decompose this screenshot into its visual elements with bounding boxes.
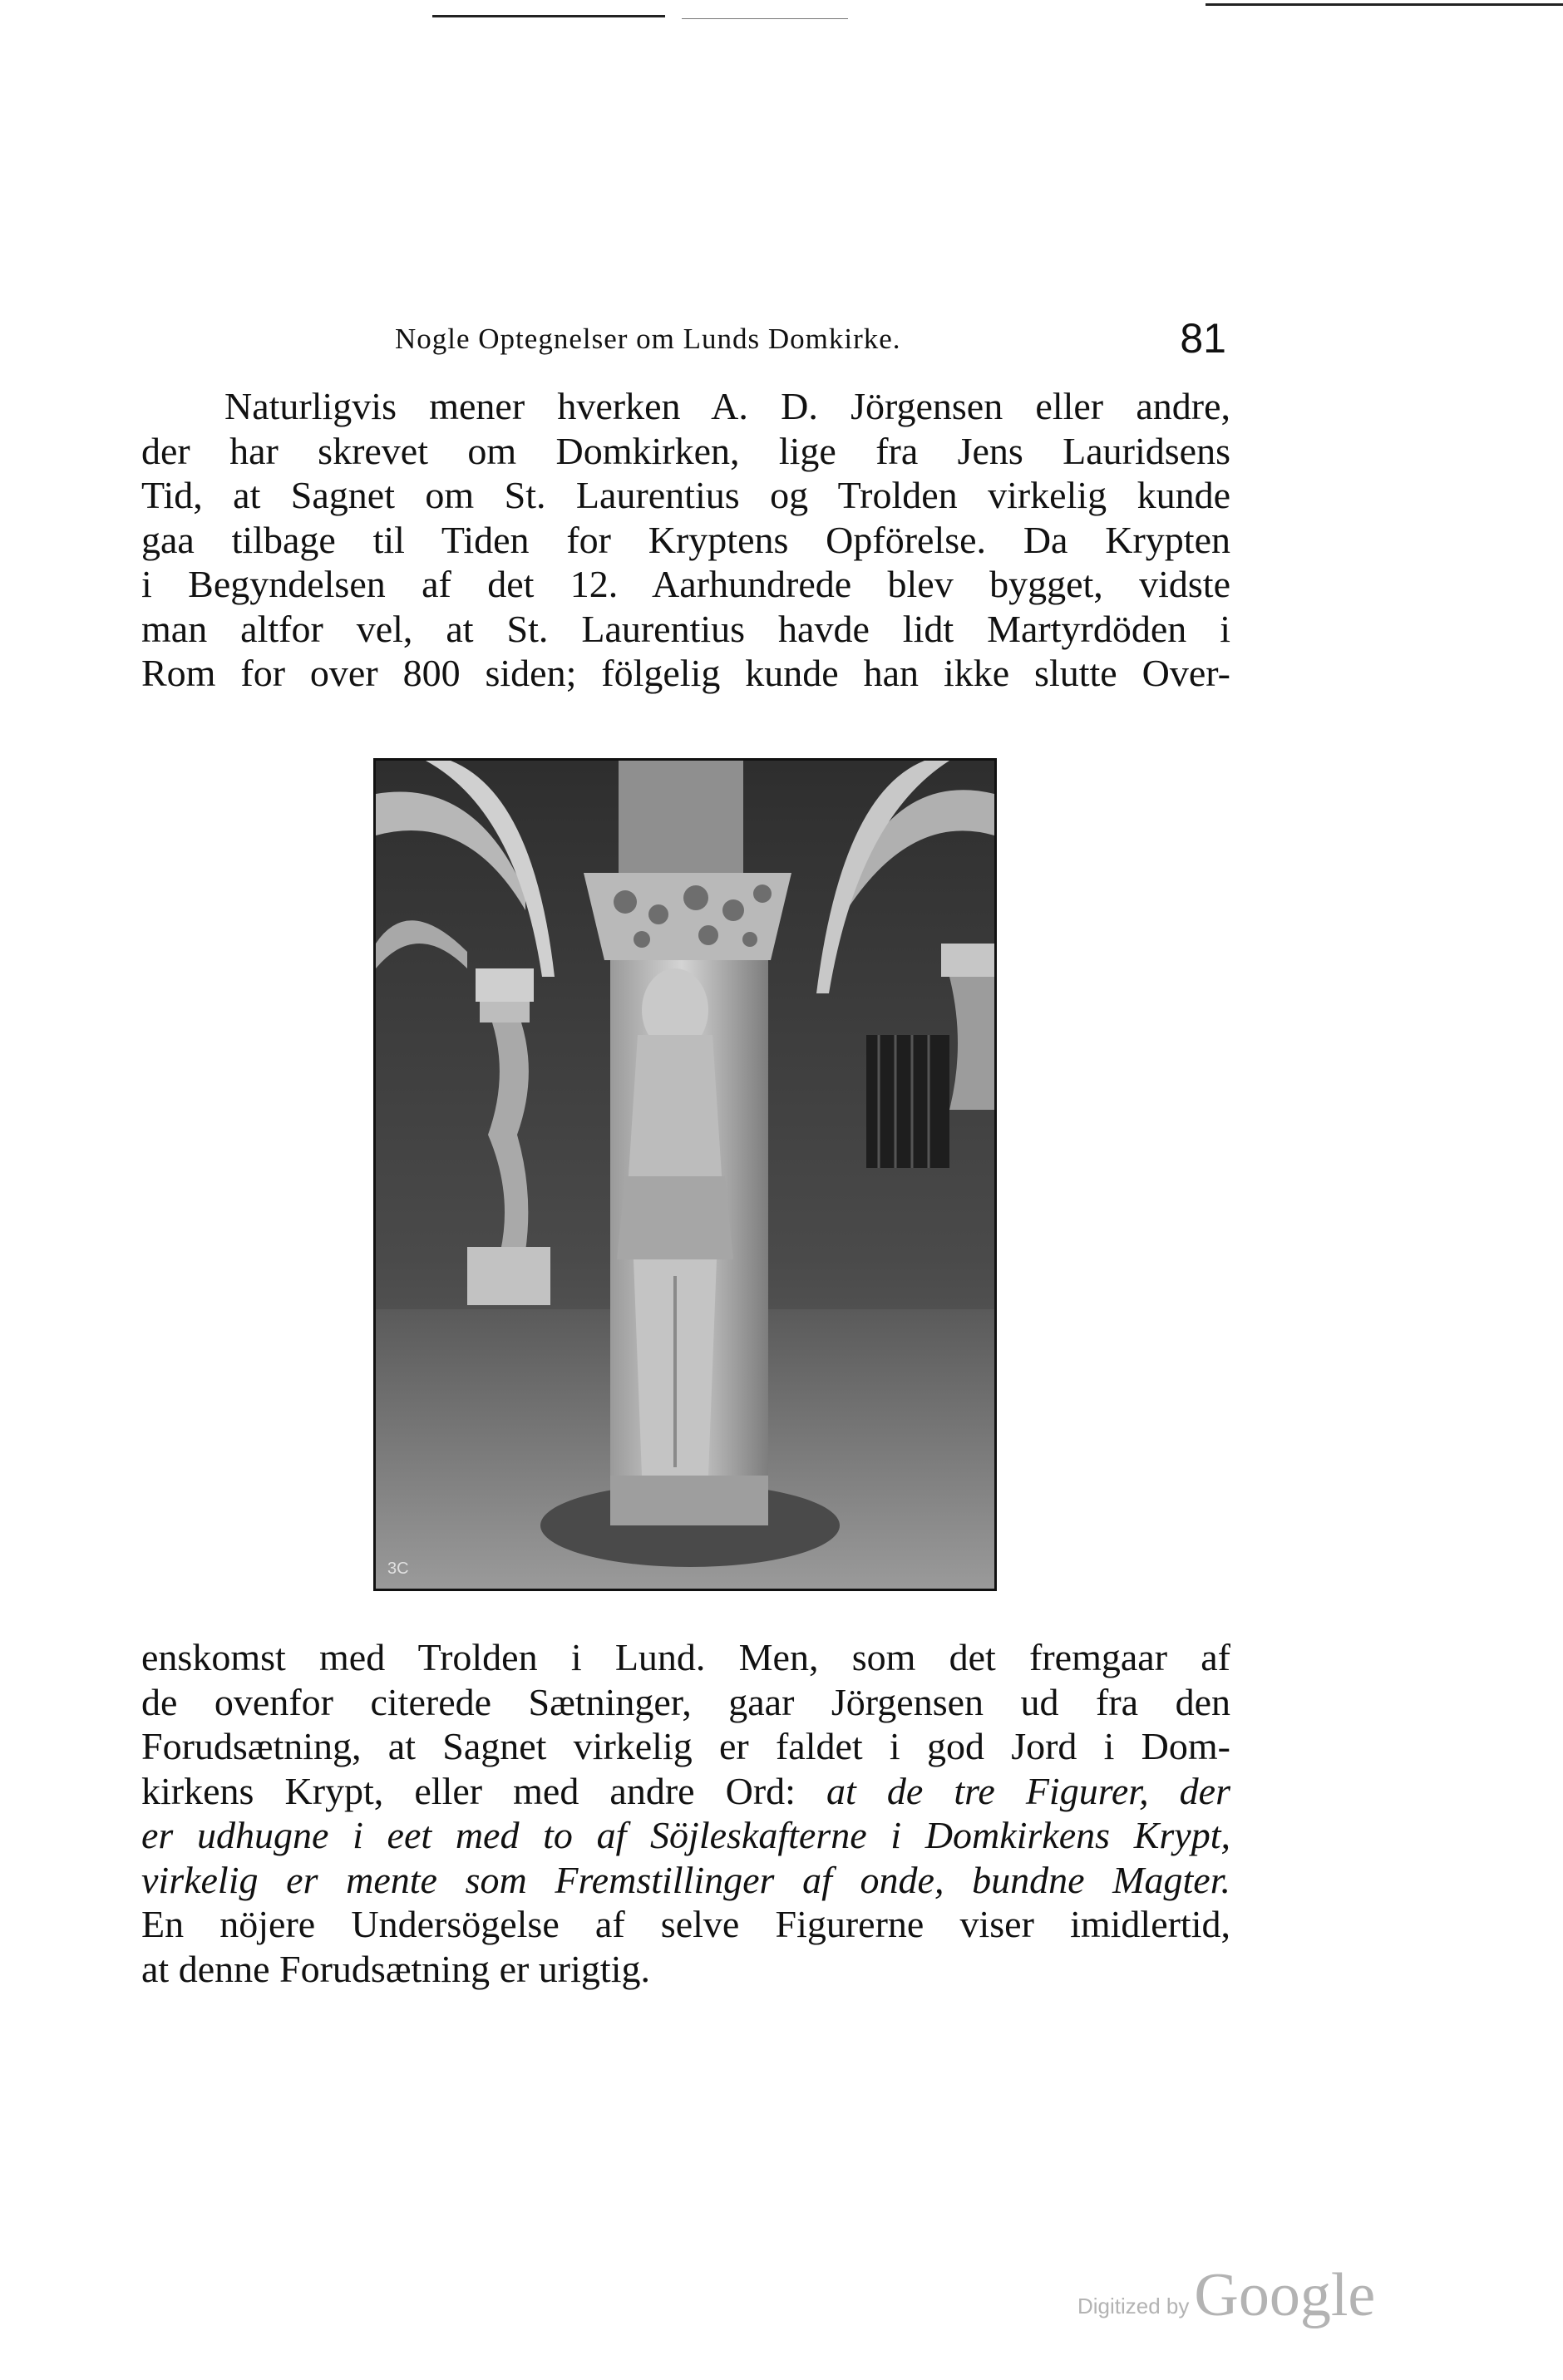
scan-edge-line-middle — [682, 18, 848, 19]
digitized-by-google-watermark — [1077, 2261, 1376, 2329]
paragraph-2 — [141, 1635, 1230, 1991]
text-span: kirkens Krypt, eller med andre Ord: — [141, 1769, 827, 1812]
scan-edge-line-right — [1206, 3, 1563, 6]
text-line-mixed — [141, 1769, 1230, 1814]
text-line: gaa tilbage til Tiden for Kryptens Opförelse. Da Krypten — [141, 518, 1230, 561]
crypt-column-photograph — [373, 758, 997, 1591]
paragraph-1 — [141, 384, 1230, 696]
photo-corner-mark: 3C — [387, 1560, 409, 1578]
page-number: 81 — [1180, 315, 1226, 362]
text-line: at denne Forudsætning er urigtig. — [141, 1947, 650, 1990]
text-line: Naturligvis mener hverken A. D. Jörgensen eller andre, — [224, 385, 1230, 427]
watermark-prefix: Digitized by — [1077, 2294, 1190, 2318]
text-line-italic: virkelig er mente som Fremstillinger af onde, bundne Magter. — [141, 1858, 1230, 1901]
text-line: Forudsætning, at Sagnet virkelig er faldet i god Jord i Dom- — [141, 1725, 1230, 1767]
google-logo-text: Google — [1194, 2261, 1376, 2329]
text-line: der har skrevet om Domkirken, lige fra Jens Lauridsens — [141, 429, 1230, 472]
text-line: En nöjere Undersögelse af selve Figurerne viser imidlertid, — [141, 1903, 1230, 1945]
page-header — [145, 314, 1226, 364]
running-title: Nogle Optegnelser om Lunds Domkirke. — [395, 323, 901, 355]
text-line-italic: er udhugne i eet med to af Söjleskafterne i Domkirkens Krypt, — [141, 1814, 1230, 1856]
text-line: Tid, at Sagnet om St. Laurentius og Trolden virkelig kunde — [141, 474, 1230, 516]
text-line: man altfor vel, at St. Laurentius havde lidt Martyrdöden i — [141, 607, 1230, 650]
text-line: enskomst med Trolden i Lund. Men, som det fremgaar af — [141, 1636, 1230, 1678]
scan-edge-line-left — [432, 15, 665, 17]
text-line: de ovenfor citerede Sætninger, gaar Jörgensen ud fra den — [141, 1680, 1230, 1723]
italic-span: at de tre Figurer, der — [826, 1769, 1231, 1812]
text-line: i Begyndelsen af det 12. Aarhundrede blev bygget, vidste — [141, 563, 1230, 605]
text-line: Rom for over 800 siden; fölgelig kunde han ikke slutte Over- — [141, 652, 1230, 694]
